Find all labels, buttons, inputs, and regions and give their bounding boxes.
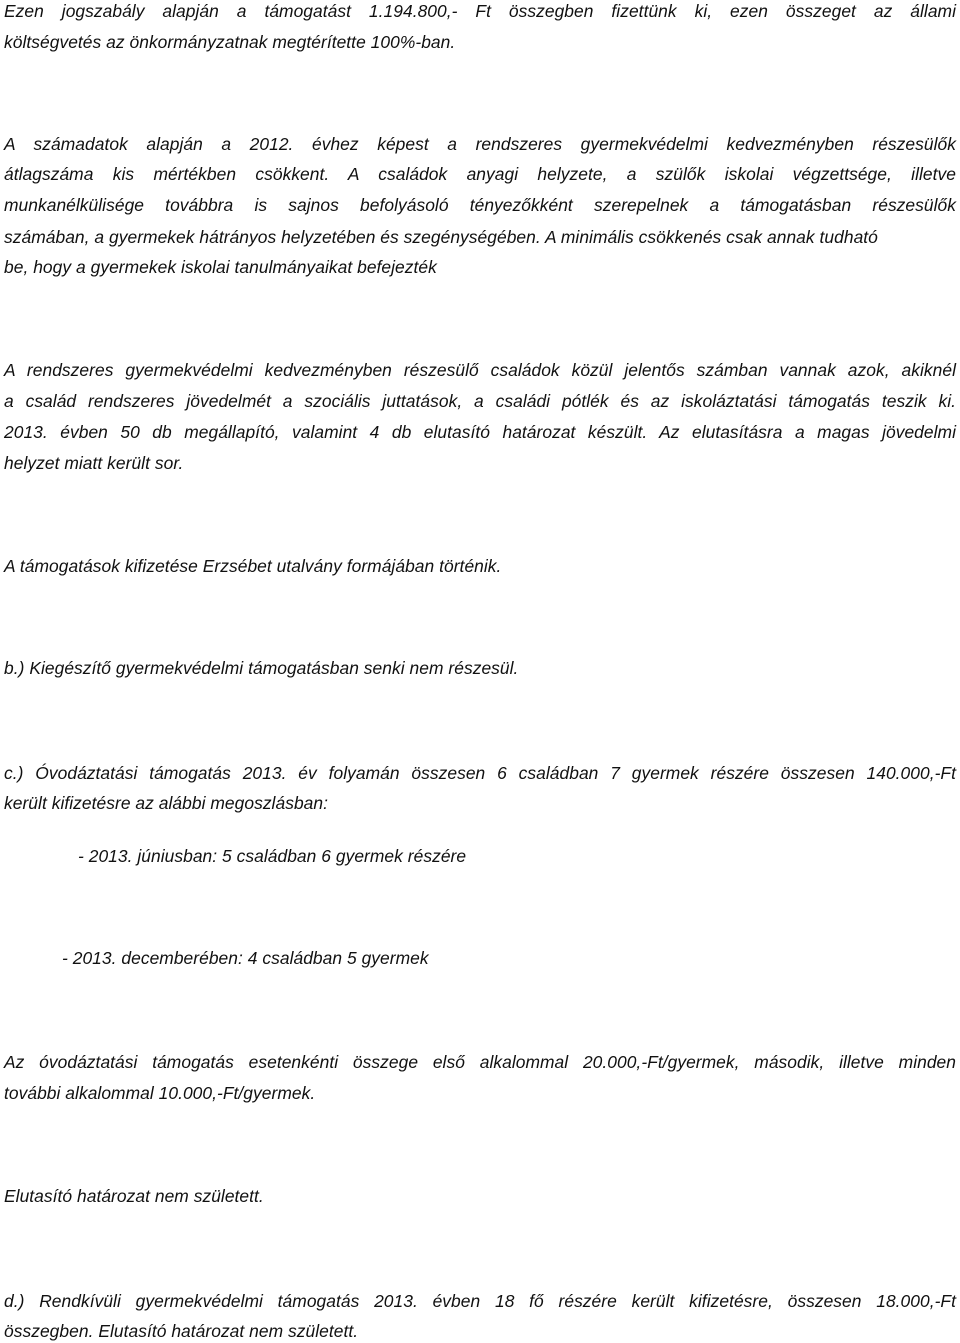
paragraph-line: [4, 226, 878, 248]
paragraph-line: A számadatok alapján a 2012. évhez képest a rendszeres gyermekvédelmi kedvezményben részesülők: [4, 134, 956, 154]
paragraph-line-part: A minimális csökkenés csak annak tudható: [540, 227, 878, 247]
paragraph-line: költségvetés az önkormányzatnak megtérítette 100%-ban.: [4, 32, 456, 52]
paragraph: A támogatások kifizetése Erzsébet utalvány formájában történik.: [4, 556, 502, 576]
paragraph-line: került kifizetésre az alábbi megoszlásban:: [4, 793, 328, 813]
paragraph: b.) Kiegészítő gyermekvédelmi támogatásban senki nem részesül.: [4, 658, 519, 678]
paragraph: Elutasító határozat nem született.: [4, 1186, 264, 1206]
paragraph-line: 2013. évben 50 db megállapító, valamint 4 db elutasító határozat készült. Az elutasításra a magas jövedelmi: [4, 422, 956, 442]
paragraph-line: munkanélkülisége továbbra is sajnos befolyásoló tényezőkként szerepelnek a támogatásban részesülők: [4, 195, 956, 215]
paragraph-line: be, hogy a gyermekek iskolai tanulmányaikat befejezték: [4, 257, 437, 277]
paragraph-line-part: számában, a gyermekek hátrányos helyzetében és szegénységében.: [4, 227, 541, 247]
paragraph-line: összegben. Elutasító határozat nem született.: [4, 1321, 359, 1341]
paragraph-line: c.) Óvodáztatási támogatás 2013. év folyamán összesen 6 családban 7 gyermek részére összesen 140.000,-Ft: [4, 763, 956, 783]
paragraph-line: helyzet miatt került sor.: [4, 453, 184, 473]
list-item: - 2013. decemberében: 4 családban 5 gyermek: [62, 948, 429, 968]
paragraph-line: további alkalommal 10.000,-Ft/gyermek.: [4, 1083, 316, 1103]
paragraph-line: átlagszáma kis mértékben csökkent. A családok anyagi helyzete, a szülők iskolai végzettsége, illetve: [4, 164, 956, 184]
paragraph-line: d.) Rendkívüli gyermekvédelmi támogatás 2013. évben 18 fő részére került kifizetésre, összesen 18.000,-Ft: [4, 1291, 956, 1311]
paragraph-line: Az óvodáztatási támogatás esetenkénti összege első alkalommal 20.000,-Ft/gyermek, második, illetve minden: [4, 1052, 956, 1072]
paragraph-line: a család rendszeres jövedelmét a szociális juttatások, a családi pótlék és az iskoláztatási támogatás teszik ki.: [4, 391, 956, 411]
list-item: - 2013. júniusban: 5 családban 6 gyermek részére: [78, 846, 467, 866]
paragraph-line: A rendszeres gyermekvédelmi kedvezményben részesülő családok közül jelentős számban vannak azok, akiknél: [4, 360, 956, 380]
paragraph-line: Ezen jogszabály alapján a támogatást 1.194.800,- Ft összegben fizettünk ki, ezen összeget az állami: [4, 1, 956, 21]
